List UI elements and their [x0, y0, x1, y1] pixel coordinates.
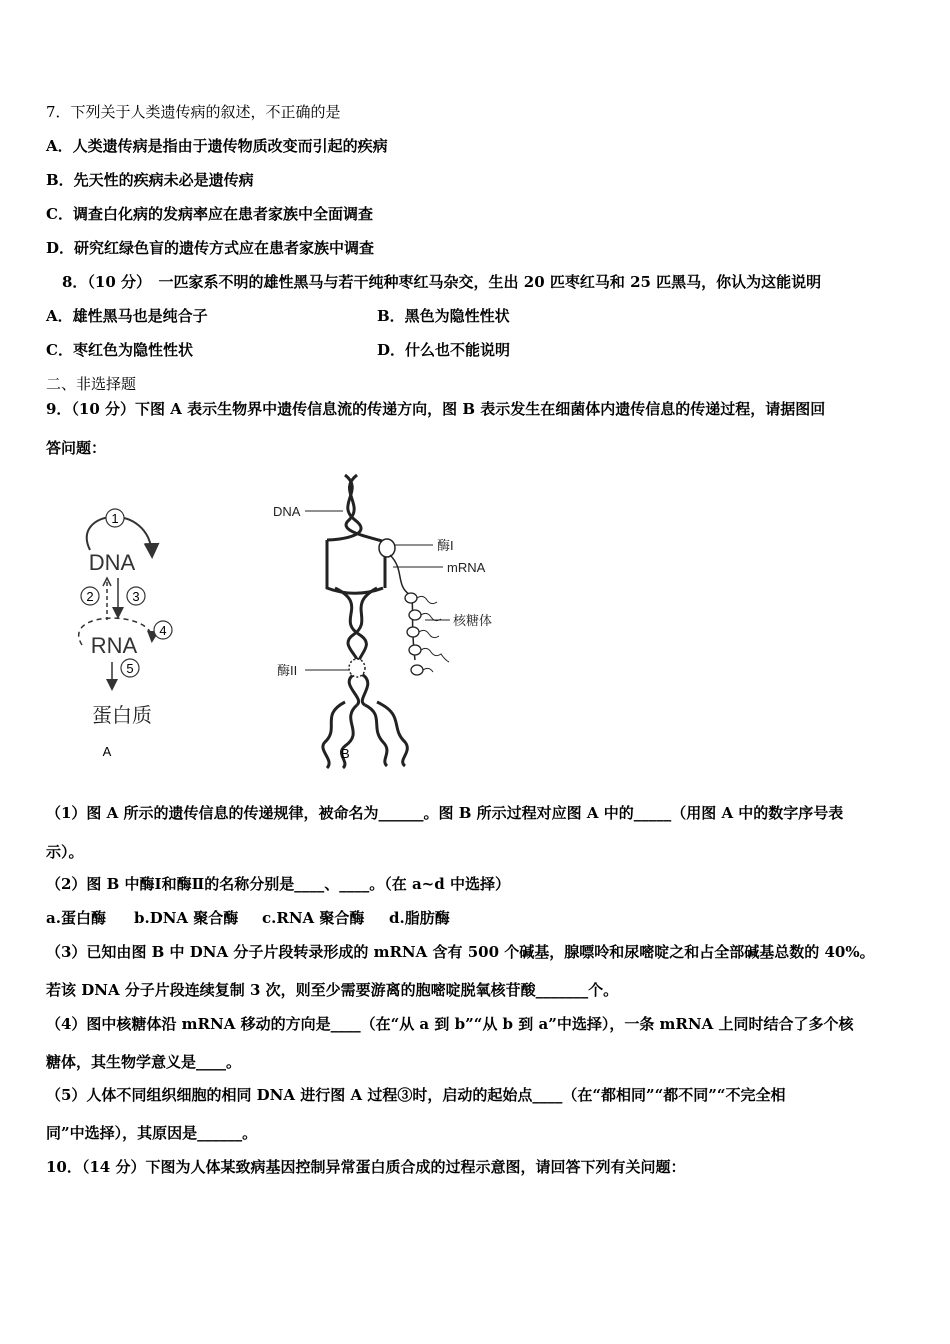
q9-sub2-line1: （2）图 B 中酶Ⅰ和酶Ⅱ的名称分别是____、____。（在 a~d 中选择）	[46, 875, 510, 893]
fig-b-mrna-label: mRNA	[447, 560, 486, 575]
dna-fork-right-1	[365, 705, 387, 766]
q9-sub3-line1: （3）已知由图 B 中 DNA 分子片段转录形成的 mRNA 含有 500 个碱基，腺嘌呤和尿嘧啶之和占全部碱基总数的 40%。	[46, 943, 875, 961]
q9-sub5-line1: （5）人体不同组织细胞的相同 DNA 进行图 A 过程③时，启动的起始点____（在“都相同”“都不同”“不完全相	[46, 1086, 786, 1104]
fig-b-caption: B	[341, 746, 350, 761]
q9-sub1-line2: 示）。	[46, 843, 84, 861]
number-5: 5	[126, 661, 134, 676]
q9-sub3-line2: 若该 DNA 分子片段连续复制 3 次，则至少需要游离的胞嘧啶脱氧核苷酸_______个。	[46, 981, 619, 999]
q9-sub4-line2: 糖体，其生物学意义是____。	[46, 1053, 242, 1071]
q9-sub2-choice-b: b.DNA 聚合酶	[134, 909, 239, 927]
q9-sub1-line1: （1）图 A 所示的遗传信息的传递规律，被命名为______。图 B 所示过程对应图 A 中的_____（用图 A 中的数字序号表	[46, 804, 844, 822]
q9-sub5-line2: 同”中选择），其原因是______。	[46, 1124, 258, 1142]
number-2: 2	[86, 589, 94, 604]
fig-b-dna-label: DNA	[273, 504, 301, 519]
q9-sub2-choice-c: c.RNA 聚合酶	[262, 909, 365, 927]
q9-sub2-choice-d: d.脂肪酶	[389, 909, 450, 927]
fig-a-protein-label: 蛋白质	[92, 705, 152, 727]
fig-a-rna-label: RNA	[90, 633, 138, 658]
number-1: 1	[111, 511, 119, 526]
fig-a-dna-label: DNA	[88, 550, 136, 575]
section-heading: 二、非选择题	[46, 375, 137, 393]
q7-option-c: C．调查白化病的发病率应在患者家族中全面调查	[46, 205, 373, 223]
q10-stem: 10．（14 分）下图为人体某致病基因控制异常蛋白质合成的过程示意图，请回答下列有关问题：	[46, 1158, 686, 1176]
q8-stem: 8．（10 分） 一匹家系不明的雄性黑马与若干纯种枣红马杂交，生出 20 匹枣红马和 25 匹黑马，你认为这能说明	[62, 273, 822, 291]
fig-b-ribosome-label: 核糖体	[453, 613, 493, 628]
dna-fork-right-2	[377, 702, 407, 766]
mrna-strand	[390, 555, 415, 660]
q9-sub4-line1: （4）图中核糖体沿 mRNA 移动的方向是____（在“从 a 到 b”“从 b 到 a”中选择），一条 mRNA 上同时结合了多个核	[46, 1015, 854, 1033]
q8-option-c: C．枣红色为隐性性状	[46, 341, 193, 359]
q8-option-b: B．黑色为隐性性状	[377, 307, 510, 325]
dna-bubble-left	[327, 540, 383, 593]
dna-strand-upper-1	[327, 475, 361, 540]
q8-option-d: D．什么也不能说明	[377, 341, 511, 359]
figure-b-transcription-translation	[265, 470, 525, 770]
number-4: 4	[159, 623, 167, 638]
fig-b-enzyme1-label: 酶I	[437, 538, 454, 553]
q7-option-a: A．人类遗传病是指由于遗传物质改变而引起的疾病	[46, 137, 388, 155]
q7-option-d: D．研究红绿色盲的遗传方式应在患者家族中调查	[46, 239, 375, 257]
q9-sub2-choice-a: a.蛋白酶	[46, 909, 106, 927]
enzyme-2-shape	[349, 659, 365, 677]
fig-a-caption: A	[102, 744, 112, 759]
q7-option-b: B．先天性的疾病未必是遗传病	[46, 171, 254, 189]
enzyme-1-shape	[379, 539, 395, 557]
q7-stem: 7．下列关于人类遗传病的叙述，不正确的是	[46, 103, 341, 121]
q9-stem-line1: 9．（10 分）下图 A 表示生物界中遗传信息流的传递方向，图 B 表示发生在细菌体内遗传信息的传递过程，请据图回	[46, 400, 826, 418]
q9-stem-line2: 答问题：	[46, 439, 107, 457]
fig-b-enzyme2-label: 酶II	[277, 663, 298, 678]
figure-a-central-dogma	[60, 500, 200, 770]
q8-option-a: A．雄性黑马也是纯合子	[46, 307, 208, 325]
number-3: 3	[132, 589, 140, 604]
